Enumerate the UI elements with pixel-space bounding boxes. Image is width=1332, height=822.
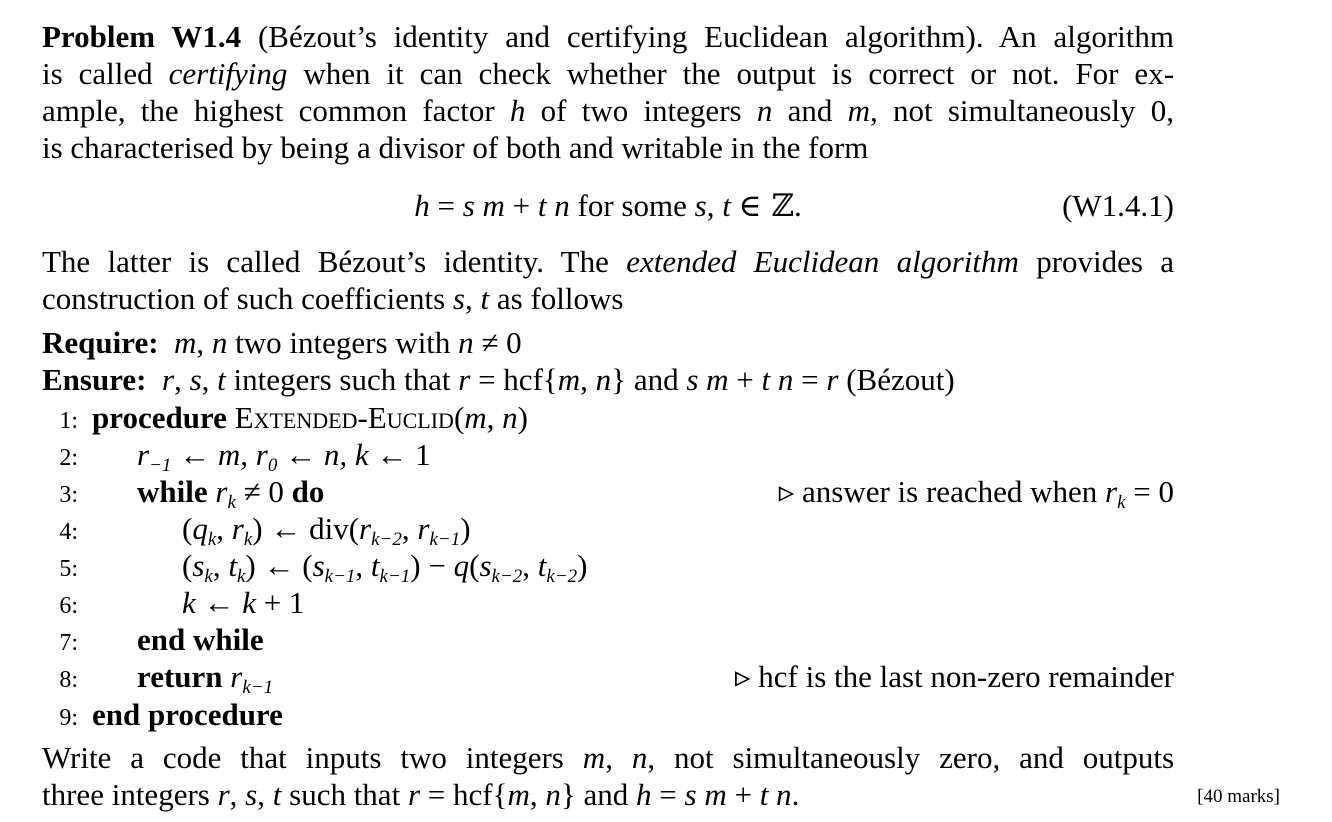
- paragraph-2-line-2: construction of such coefficients s, t as follows: [42, 281, 624, 316]
- final-paragraph-line-2: three integers r, s, t such that r = hcf{m, n} and h = s m + t n.: [42, 777, 800, 812]
- line-number: 7:: [59, 630, 78, 656]
- ensure-text: (Bézout): [846, 362, 955, 397]
- equation-number: (W1.4.1): [1062, 188, 1174, 223]
- ensure-label: Ensure:: [42, 362, 147, 397]
- problem-subtitle: (Bézout’s identity and certifying Euclidean algorithm).: [257, 19, 984, 54]
- text-fragment: provides a: [1036, 244, 1175, 279]
- line-number: 8:: [59, 667, 78, 693]
- problem-heading: Problem W1.4: [42, 19, 242, 54]
- procedure-name: Extended-Euclid: [234, 400, 454, 435]
- keyword-procedure: procedure: [92, 400, 227, 435]
- text-fragment: The latter is called Bézout’s identity. The: [42, 244, 609, 279]
- line-number: 2:: [59, 445, 78, 471]
- algorithm-line-3: 3: while $r_k \ne 0$ do ▹ answer is reached when $r_k = 0$: [42, 473, 1174, 514]
- keyword-end-while: end while: [137, 622, 264, 657]
- text-fragment: Write a code that inputs two integers: [42, 740, 564, 775]
- marks-label: [40 marks]: [1197, 786, 1280, 807]
- text-fragment: and: [787, 93, 833, 128]
- text-fragment: three integers: [42, 777, 210, 812]
- algorithm-line-8: 8: return $r_{k-1}$ ▹ hcf is the last non-zero remainder: [42, 658, 1174, 699]
- algorithm-line-6: 6: k ← k + 1: [42, 584, 1174, 625]
- equation-text: for some: [577, 188, 687, 223]
- text-fragment: is called: [42, 56, 153, 91]
- math-n: n: [756, 93, 773, 128]
- algorithm-line-1: 1: procedure Extended-Euclid(m, n): [42, 399, 1174, 440]
- require-line: Require: m, n two integers with n ≠ 0: [42, 325, 522, 360]
- text-fragment: construction of such coefficients: [42, 281, 446, 316]
- algorithm-line-2: 2: $r_{-1}$ ← m, $r_0$ ← n, k ← 1: [42, 436, 1174, 477]
- text-fragment: such that: [289, 777, 401, 812]
- comment-text: ▹ answer is reached when: [778, 474, 1098, 509]
- text-fragment: ample, the highest common factor: [42, 93, 495, 128]
- math-m: m: [847, 93, 870, 128]
- algorithm-line-7: [42, 621, 1174, 662]
- line-number: 4:: [59, 519, 78, 545]
- paragraph-1-line-4: [42, 129, 868, 167]
- keyword-do: do: [291, 474, 325, 509]
- equation-label: [1062, 187, 1174, 225]
- emphasis-extended-euclidean: extended Euclidean algorithm: [626, 244, 1019, 279]
- paragraph-2-line-1: [42, 243, 1174, 281]
- ensure-text: integers such that: [233, 362, 451, 397]
- emphasis-certifying: certifying: [168, 56, 288, 91]
- algorithm-line-4: 4: ($q_k$, $r_k$) ← $div(r_{k-2}$, $r_{k-1}$): [42, 510, 1174, 551]
- ensure-line: Ensure: r, s, t integers such that r = hcf{m, n} and s m + t n = r (Bézout): [42, 362, 955, 397]
- paragraph-1-line-3: [42, 92, 1174, 130]
- keyword-end-procedure: end procedure: [92, 697, 283, 732]
- line-number: 1:: [59, 408, 78, 434]
- ensure-text: and: [633, 362, 679, 397]
- algorithm-line-5: 5: ($s_k$, $t_k$) ← ($s_{k-1}$, $t_{k-1}) - q(s_{k-2}$, $t_{k-2}$): [42, 547, 1174, 588]
- line-number: 6:: [59, 593, 78, 619]
- display-equation: h = s m + t n for some s, t ∈ ℤ.: [414, 188, 802, 224]
- text-fragment: as follows: [496, 281, 624, 316]
- algorithm-comment-1: ▹ answer is reached when $r_k = 0$: [778, 474, 1174, 513]
- text-fragment: when it can check whether the output is correct or not. For ex-: [303, 56, 1175, 91]
- equation-math: h: [414, 188, 430, 223]
- text-fragment: An algorithm: [998, 19, 1175, 54]
- line-number: 9:: [59, 705, 78, 731]
- require-text: two integers with: [235, 325, 451, 360]
- text-fragment: , not simultaneously 0,: [869, 93, 1175, 128]
- math-h: h: [509, 93, 526, 128]
- line-number: 5:: [59, 556, 78, 582]
- text-fragment: and: [583, 777, 629, 812]
- algorithm-comment-2: ▹ hcf is the last non-zero remainder: [734, 659, 1174, 694]
- keyword-return: return: [137, 659, 223, 694]
- algorithm-line-9: [42, 696, 1174, 737]
- paragraph-1-line-2: [42, 55, 1174, 93]
- require-label: Require:: [42, 325, 159, 360]
- line-number: 3:: [59, 482, 78, 508]
- text-fragment: of two integers: [540, 93, 742, 128]
- keyword-while: while: [137, 474, 208, 509]
- paragraph-1-line-1: [42, 18, 1174, 56]
- text-fragment: is characterised by being a divisor of both and writable in the form: [42, 130, 869, 165]
- text-fragment: not simultaneously zero, and outputs: [674, 740, 1175, 775]
- final-paragraph-line-1: Write a code that inputs two integers m, n, not simultaneously zero, and outputs: [42, 740, 1175, 775]
